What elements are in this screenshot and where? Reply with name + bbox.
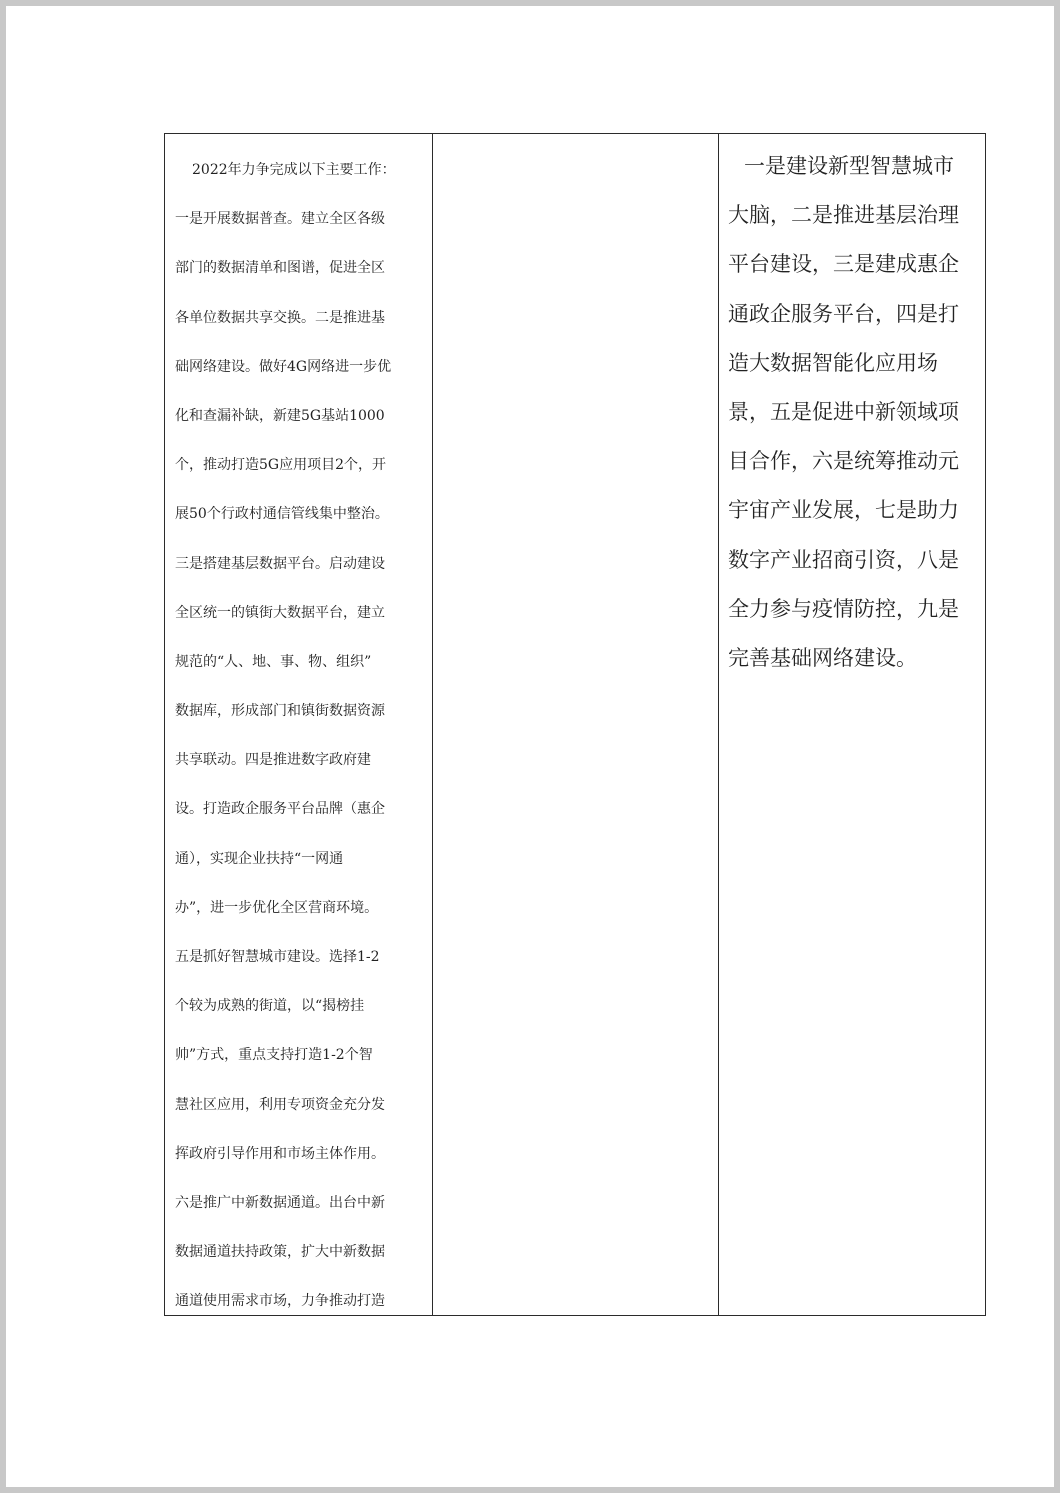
text-line: 一是建设新型智慧城市 bbox=[744, 154, 954, 178]
table-cell-empty bbox=[433, 134, 719, 1315]
text-line: 化和查漏补缺，新建5G基站1000 bbox=[175, 407, 385, 424]
text-line: 数字产业招商引资，八是 bbox=[728, 547, 959, 572]
text-line: 全力参与疫情防控，九是 bbox=[728, 596, 959, 621]
text-line: 部门的数据清单和图谱，促进全区 bbox=[175, 260, 385, 277]
text-line: 设。打造政企服务平台品牌（惠企 bbox=[175, 801, 385, 818]
text-line: 展50个行政村通信管线集中整治。 bbox=[175, 506, 389, 523]
text-line: 景，五是促进中新领域项 bbox=[728, 399, 959, 424]
work-tasks-text bbox=[175, 157, 396, 1315]
work-plan-table bbox=[164, 133, 986, 1316]
text-line: 平台建设，三是建成惠企 bbox=[728, 252, 959, 277]
text-line: 础网络建设。做好4G网络进一步优 bbox=[175, 358, 392, 375]
text-line: 慧社区应用，利用专项资金充分发 bbox=[175, 1096, 385, 1113]
text-line: 六是推广中新数据通道。出台中新 bbox=[175, 1194, 385, 1211]
document-page bbox=[6, 6, 1054, 1487]
text-line: 一是开展数据普查。建立全区各级 bbox=[175, 211, 385, 228]
text-line: 完善基础网络建设。 bbox=[728, 645, 917, 670]
text-line: 数据库，形成部门和镇街数据资源 bbox=[175, 703, 385, 720]
table-cell-summary bbox=[719, 134, 985, 1315]
text-line: 目合作，六是统筹推动元 bbox=[728, 449, 959, 474]
text-line: 帅”方式，重点支持打造1-2个智 bbox=[175, 1047, 373, 1064]
text-line: 各单位数据共享交换。二是推进基 bbox=[175, 309, 385, 326]
table-cell-work-tasks bbox=[165, 134, 433, 1315]
text-line: 办”，进一步优化全区营商环境。 bbox=[175, 899, 379, 916]
text-line: 规范的“人、地、事、物、组织” bbox=[175, 653, 372, 670]
text-line: 造大数据智能化应用场 bbox=[728, 350, 938, 375]
text-line: 全区统一的镇街大数据平台，建立 bbox=[175, 604, 385, 621]
text-line: 通政企服务平台，四是打 bbox=[728, 301, 959, 326]
text-line: 数据通道扶持政策，扩大中新数据 bbox=[175, 1244, 385, 1261]
text-line: 2022年力争完成以下主要工作： bbox=[192, 162, 396, 178]
text-line: 三是搭建基层数据平台。启动建设 bbox=[175, 555, 385, 572]
summary-text bbox=[728, 151, 959, 692]
text-line: 宇宙产业发展，七是助力 bbox=[728, 498, 959, 523]
text-line: 大脑，二是推进基层治理 bbox=[728, 203, 959, 228]
text-line: 个较为成熟的街道，以“揭榜挂 bbox=[175, 998, 365, 1015]
text-line: 个，推动打造5G应用项目2个，开 bbox=[175, 457, 386, 474]
text-line: 五是抓好智慧城市建设。选择1-2 bbox=[175, 949, 380, 965]
text-line: 通），实现企业扶持“一网通 bbox=[175, 850, 344, 867]
text-line: 通道使用需求市场，力争推动打造 bbox=[175, 1293, 385, 1310]
text-line: 挥政府引导作用和市场主体作用。 bbox=[175, 1145, 385, 1162]
text-line: 共享联动。四是推进数字政府建 bbox=[175, 752, 371, 769]
